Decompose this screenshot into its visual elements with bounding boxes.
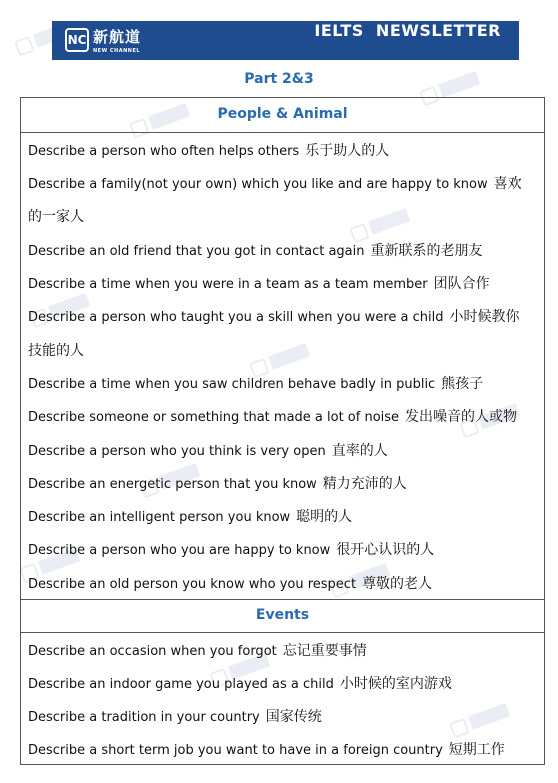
topic-row: [28, 640, 367, 660]
topic-row: [28, 706, 322, 726]
divider: [21, 632, 544, 633]
topic-chinese: 尊敬的老人: [362, 576, 433, 592]
topic-row: [28, 539, 434, 559]
topic-chinese: 忘记重要事情: [282, 643, 367, 659]
topic-row: [28, 406, 517, 426]
header-banner: [52, 21, 519, 60]
topic-english: Describe an indoor game you played as a child: [28, 677, 334, 692]
topic-row: [28, 673, 452, 693]
topic-english: Describe a person who you think is very open: [28, 444, 326, 459]
logo-mark-icon: NC: [65, 28, 89, 52]
topic-chinese: 发出噪音的人或物: [405, 409, 518, 425]
topic-row: [28, 473, 407, 493]
topic-english: Describe an old friend that you got in contact again: [28, 244, 365, 259]
topic-chinese: 短期工作: [448, 742, 505, 758]
topic-english: Describe a person who taught you a skill when you were a child: [28, 310, 444, 325]
topic-row: [28, 440, 388, 460]
newsletter-title: IELTS NEWSLETTER: [314, 21, 501, 40]
topic-english: Describe a short term job you want to have in a foreign country: [28, 743, 443, 758]
section-heading-events: Events: [255, 607, 310, 623]
topic-english: Describe a tradition in your country: [28, 710, 260, 725]
topic-chinese: 小时候的室内游戏: [339, 676, 452, 692]
topic-chinese: 喜欢: [493, 176, 522, 192]
logo-english-name: NEW CHANNEL: [93, 48, 141, 54]
topic-english: Describe an intelligent person you know: [28, 510, 291, 525]
topic-chinese: 重新联系的老朋友: [370, 243, 483, 259]
topic-chinese: 小时候教你: [449, 309, 520, 325]
topic-chinese: 精力充沛的人: [322, 476, 407, 492]
topic-chinese: 乐于助人的人: [305, 143, 390, 159]
topic-row: [28, 506, 352, 526]
topic-row: [28, 240, 483, 260]
topic-english: Describe a family(not your own) which you like and are happy to know: [28, 177, 488, 192]
topic-chinese: 很开心认识的人: [336, 542, 435, 558]
topic-english: Describe a person who often helps others: [28, 144, 300, 159]
topic-chinese: 熊孩子: [441, 376, 484, 392]
topic-english: Describe an occasion when you forgot: [28, 644, 277, 659]
topic-row: [28, 373, 483, 393]
section-heading-people-animal: People & Animal: [217, 106, 348, 122]
topic-english: Describe an old person you know who you respect: [28, 577, 357, 592]
topic-english: Describe a time when you were in a team as a team member: [28, 277, 428, 292]
divider: [21, 599, 544, 600]
topic-row: [28, 573, 432, 593]
topic-chinese: 直率的人: [331, 443, 388, 459]
topic-row: [28, 273, 490, 293]
topic-row-continuation: [28, 206, 84, 226]
topic-english: Describe a person who you are happy to know: [28, 543, 331, 558]
part-title: Part 2&3: [244, 71, 314, 87]
topic-chinese-continued: 的一家人: [28, 209, 84, 225]
topic-chinese: 团队合作: [433, 276, 490, 292]
topic-chinese: 聪明的人: [296, 509, 353, 525]
topic-row: [28, 140, 389, 160]
topic-row: [28, 306, 519, 326]
topic-english: Describe someone or something that made a lot of noise: [28, 410, 400, 425]
logo-chinese-name: 新航道: [93, 28, 142, 46]
topic-english: Describe a time when you saw children behave badly in public: [28, 377, 436, 392]
topic-english: Describe an energetic person that you know: [28, 477, 317, 492]
topics-table: [20, 97, 545, 765]
topic-row: [28, 739, 505, 759]
topic-row: [28, 173, 522, 193]
topic-chinese: 国家传统: [265, 709, 322, 725]
topic-row-continuation: [28, 340, 84, 360]
divider: [21, 132, 544, 133]
topic-chinese-continued: 技能的人: [28, 343, 84, 359]
brand-logo: [65, 26, 141, 54]
